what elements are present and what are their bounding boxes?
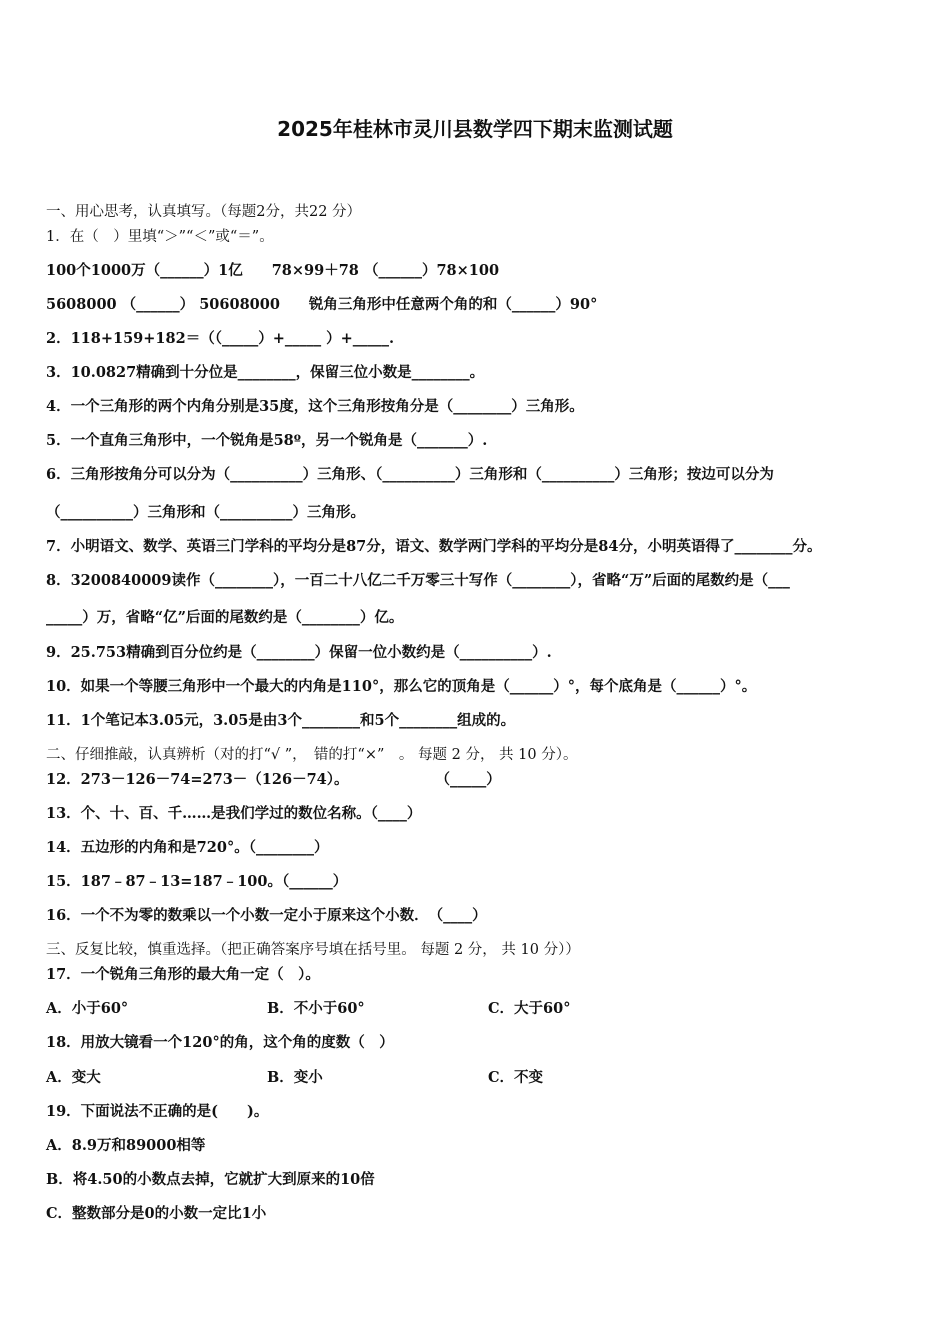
q17-option-a: A．小于60° xyxy=(46,1000,129,1017)
question-13: 13．个、十、百、千……是我们学过的数位名称。（____） xyxy=(46,805,422,822)
q18-option-a: A．变大 xyxy=(46,1069,101,1086)
question-19: 19．下面说法不正确的是( )。 xyxy=(46,1103,269,1120)
question-15: 15．187﹣87﹣13=187﹣100。（______） xyxy=(46,873,348,890)
question-14: 14．五边形的内角和是720°。（________） xyxy=(46,839,329,856)
q18-option-c: C．不变 xyxy=(488,1069,544,1086)
question-3: 3．10.0827精确到十分位是________，保留三位小数是________。 xyxy=(46,364,485,381)
q19-option-b: B．将4.50的小数点去掉，它就扩大到原来的10倍 xyxy=(46,1171,375,1188)
question-9: 9．25.753精确到百分位约是（________）保留一位小数约是（__________）. xyxy=(46,644,552,661)
question-6: 6．三角形按角分可以分为（__________）三角形、（__________）三角形和（__________）三角形；按边可以分为 xyxy=(46,466,774,483)
question-4: 4．一个三角形的两个内角分别是35度，这个三角形按角分是（________）三角形。 xyxy=(46,398,584,415)
page-title: 2025年桂林市灵川县数学四下期末监测试题 xyxy=(277,117,673,141)
section-2-heading: 二、仔细推敲，认真辨析（对的打“√ ”， 错的打“×” 。 每题 2 分， 共 10 分）。 xyxy=(46,747,578,763)
q18-option-b: B．变小 xyxy=(267,1069,323,1086)
question-1: 1．在（ ）里填“＞”“＜”或“＝”。 xyxy=(46,229,274,245)
question-6-cont: （__________）三角形和（__________）三角形。 xyxy=(46,504,365,521)
q17-option-c: C．大于60° xyxy=(488,1000,571,1017)
q19-option-c: C．整数部分是0的小数一定比1小 xyxy=(46,1205,267,1222)
question-17: 17．一个锐角三角形的最大角一定（ ）。 xyxy=(46,966,320,983)
question-2: 2．118+159+182＝（（_____）+_____ ）+_____. xyxy=(46,330,395,347)
section-3-heading: 三、反复比较，慎重选择。（把正确答案序号填在括号里。 每题 2 分， 共 10 分）） xyxy=(46,942,580,958)
question-16: 16．一个不为零的数乘以一个小数一定小于原来这个小数． （____） xyxy=(46,907,487,924)
question-11: 11．1个笔记本3.05元，3.05是由3个________和5个________组成的。 xyxy=(46,712,516,729)
question-1-row-1: 100个1000万（______）1亿 78×99＋78 （______）78×100 xyxy=(46,262,500,279)
q17-option-b: B．不小于60° xyxy=(267,1000,365,1017)
question-12: 12．273－126－74=273－（126－74）。 （_____） xyxy=(46,771,501,788)
question-5: 5．一个直角三角形中，一个锐角是58º，另一个锐角是（_______）. xyxy=(46,432,488,449)
section-1-heading: 一、用心思考，认真填写。（每题2分，共22 分） xyxy=(46,204,362,220)
question-18: 18．用放大镜看一个120°的角，这个角的度数（ ） xyxy=(46,1034,394,1051)
question-7: 7．小明语文、数学、英语三门学科的平均分是87分，语文、数学两门学科的平均分是84分，小明英语得了________分。 xyxy=(46,538,822,555)
question-10: 10．如果一个等腰三角形中一个最大的内角是110°，那么它的顶角是（______）°，每个底角是（______）°。 xyxy=(46,678,757,695)
question-8: 8．3200840009读作（________），一百二十八亿二千万零三十写作（________），省略“万”后面的尾数约是（___ xyxy=(46,572,790,589)
question-8-cont: _____）万，省略“亿”后面的尾数约是（________）亿。 xyxy=(46,609,404,626)
q19-option-a: A．8.9万和89000相等 xyxy=(46,1137,206,1154)
question-1-row-2: 5608000 （______） 50608000 锐角三角形中任意两个角的和（______）90° xyxy=(46,296,598,313)
